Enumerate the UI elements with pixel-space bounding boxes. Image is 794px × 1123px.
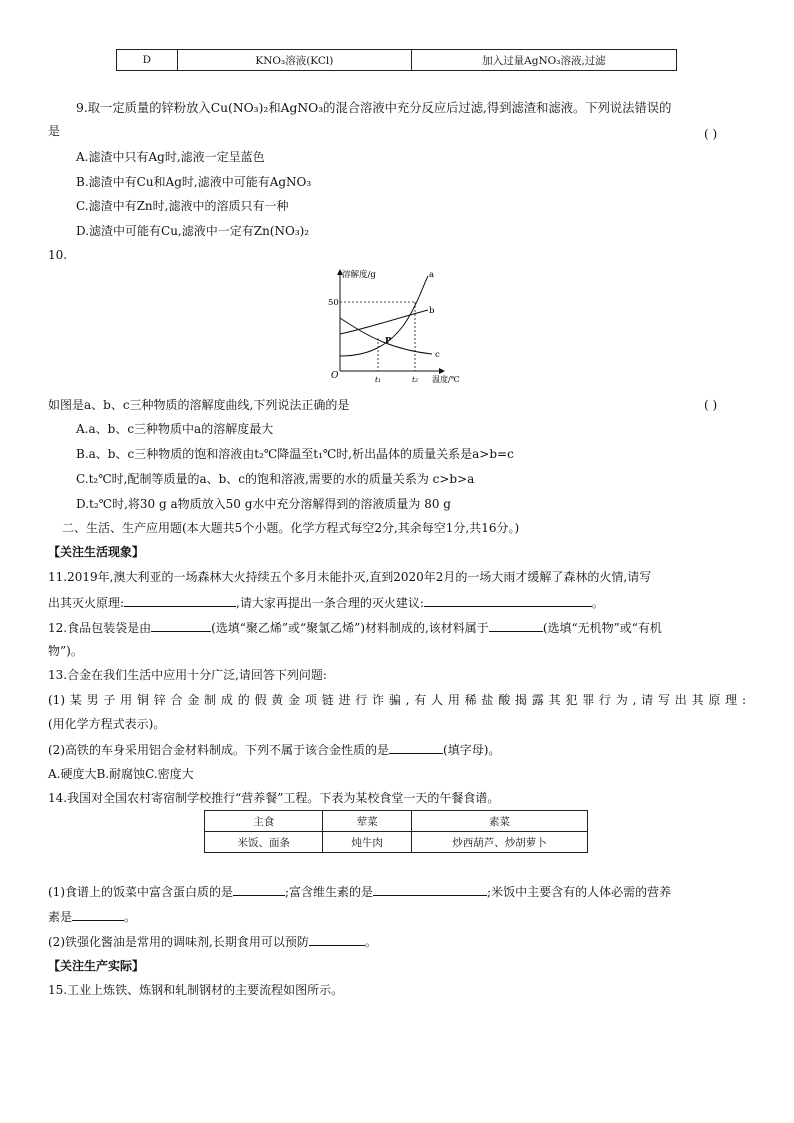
section2-heading: 二、生活、生产应用题(本大题共5个小题。化学方程式每空2分,其余每空1分,共16分。) — [62, 521, 520, 535]
q12-text-b: (选填“聚乙烯”或“聚氯乙烯”)材料制成的,该材料属于 — [211, 621, 489, 635]
q10-option-b: B.a、b、c三种物质的饱和溶液由t₂℃降温至t₁℃时,析出晶体的质量关系是a>b=c — [76, 447, 514, 461]
q14-blank-1[interactable] — [233, 883, 285, 896]
q11-text-c: 。 — [591, 596, 604, 610]
q11-text-a: 出其灭火原理: — [48, 596, 125, 610]
q12-line1 — [48, 619, 662, 636]
q11-line2 — [48, 594, 604, 611]
solubility-chart — [328, 266, 478, 391]
q13-blank[interactable] — [389, 741, 443, 754]
q10-answer-paren: ( ) — [704, 398, 718, 412]
q11-blank-1[interactable] — [124, 594, 236, 607]
x-axis-label: 温度/℃ — [432, 375, 460, 384]
q14-part2-text-a: (2)铁强化酱油是常用的调味剂,长期食用可以预防 — [48, 935, 309, 949]
table-row — [117, 50, 677, 71]
q12-blank-1[interactable] — [151, 619, 211, 632]
table-header: 荤菜 — [323, 811, 412, 832]
q9-stem-line1: 9.取一定质量的锌粉放入Cu(NO₃)₂和AgNO₃的混合溶液中充分反应后过滤,得到滤渣和滤液。下列说法错误的 — [76, 101, 672, 115]
table-cell: D — [117, 50, 178, 71]
table-cell: 加入过量AgNO₃溶液,过滤 — [411, 50, 676, 71]
q10-number: 10. — [48, 248, 68, 262]
q13-part2-text-b: (填字母)。 — [443, 743, 501, 757]
q10-option-c: C.t₂℃时,配制等质量的a、b、c的饱和溶液,需要的水的质量关系为 c>b>a — [76, 472, 475, 486]
y-tick-50: 50 — [328, 298, 339, 308]
q14-blank-2[interactable] — [373, 883, 487, 896]
q14-part1-line1 — [48, 883, 671, 900]
q14-part2 — [48, 933, 377, 950]
series-label-c: c — [435, 350, 440, 360]
q12-text-c: (选填“无机物”或“有机 — [542, 621, 662, 635]
q13-part1-line1: (1)某男子用铜锌合金制成的假黄金项链进行诈骗,有人用稀盐酸揭露其犯罪行为,请写出其原理: — [48, 693, 746, 707]
x-tick-t2: t₂ — [412, 375, 419, 384]
q9-stem-line2: 是 — [48, 124, 61, 138]
q14-part1-line2 — [48, 908, 136, 925]
q9-option-a: A.滤渣中只有Ag时,滤液一定呈蓝色 — [76, 150, 265, 164]
q13-options: A.硬度大B.耐腐蚀C.密度大 — [48, 767, 194, 781]
q11-line1: 11.2019年,澳大利亚的一场森林大火持续五个多月未能扑灭,直到2020年2月的一场大雨才缓解了森林的火情,请写 — [48, 570, 652, 584]
q13-stem: 13.合金在我们生活中应用十分广泛,请回答下列问题: — [48, 668, 327, 682]
q12-text-a: 12.食品包装袋是由 — [48, 621, 152, 635]
table-cell: KNO₃溶液(KCl) — [177, 50, 411, 71]
menu-table — [204, 810, 588, 853]
table-header: 主食 — [205, 811, 323, 832]
q12-line2: 物”)。 — [48, 644, 83, 658]
q14-part2-text-b: 。 — [364, 935, 377, 949]
q14-text-e: 。 — [124, 910, 137, 924]
x-tick-t1: t₁ — [375, 375, 382, 384]
q13-part2 — [48, 741, 500, 758]
q13-part2-text-a: (2)高铁的车身采用铝合金材料制成。下列不属于该合金性质的是 — [48, 743, 390, 757]
table-cell: 炒西葫芦、炒胡萝卜 — [411, 832, 587, 853]
origin-label: O — [331, 371, 339, 381]
q14-blank-3[interactable] — [72, 908, 124, 921]
q14-text-b: ;富含维生素的是 — [285, 885, 374, 899]
q14-text-c: ;米饭中主要含有的人体必需的营养 — [487, 885, 672, 899]
series-label-b: b — [429, 306, 435, 316]
table-header: 素菜 — [411, 811, 587, 832]
series-label-a: a — [429, 270, 435, 280]
q9-option-d: D.滤渣中可能有Cu,滤液中一定有Zn(NO₃)₂ — [76, 224, 310, 238]
intersection-label: P — [385, 336, 392, 346]
q14-text-a: (1)食谱上的饭菜中富含蛋白质的是 — [48, 885, 233, 899]
q10-option-a: A.a、b、c三种物质中a的溶解度最大 — [76, 422, 274, 436]
q15-stem: 15.工业上炼铁、炼钢和轧制钢材的主要流程如图所示。 — [48, 983, 344, 997]
tag-life: 【关注生活现象】 — [48, 545, 145, 559]
tag-production: 【关注生产实际】 — [48, 959, 145, 973]
table-cell: 米饭、面条 — [205, 832, 323, 853]
q10-option-d: D.t₂℃时,将30 g a物质放入50 g水中充分溶解得到的溶液质量为 80 g — [76, 497, 451, 511]
q10-stem: 如图是a、b、c三种物质的溶解度曲线,下列说法正确的是 — [48, 398, 350, 412]
top-table — [116, 49, 677, 71]
q11-text-b: ,请大家再提出一条合理的灭火建议: — [236, 596, 424, 610]
q9-option-c: C.滤渣中有Zn时,滤液中的溶质只有一种 — [76, 199, 289, 213]
q14-blank-4[interactable] — [309, 933, 365, 946]
q11-blank-2[interactable] — [424, 594, 592, 607]
table-row — [205, 832, 588, 853]
q13-part1-line2: (用化学方程式表示)。 — [48, 717, 166, 731]
table-row — [205, 811, 588, 832]
q9-answer-paren: ( ) — [704, 127, 718, 141]
q12-blank-2[interactable] — [489, 619, 543, 632]
q14-text-d: 素是 — [48, 910, 73, 924]
table-cell: 炖牛肉 — [323, 832, 412, 853]
q9-option-b: B.滤渣中有Cu和Ag时,滤液中可能有AgNO₃ — [76, 175, 312, 189]
q14-stem: 14.我国对全国农村寄宿制学校推行“营养餐”工程。下表为某校食堂一天的午餐食谱。 — [48, 791, 500, 805]
y-axis-label: 溶解度/g — [342, 270, 376, 280]
